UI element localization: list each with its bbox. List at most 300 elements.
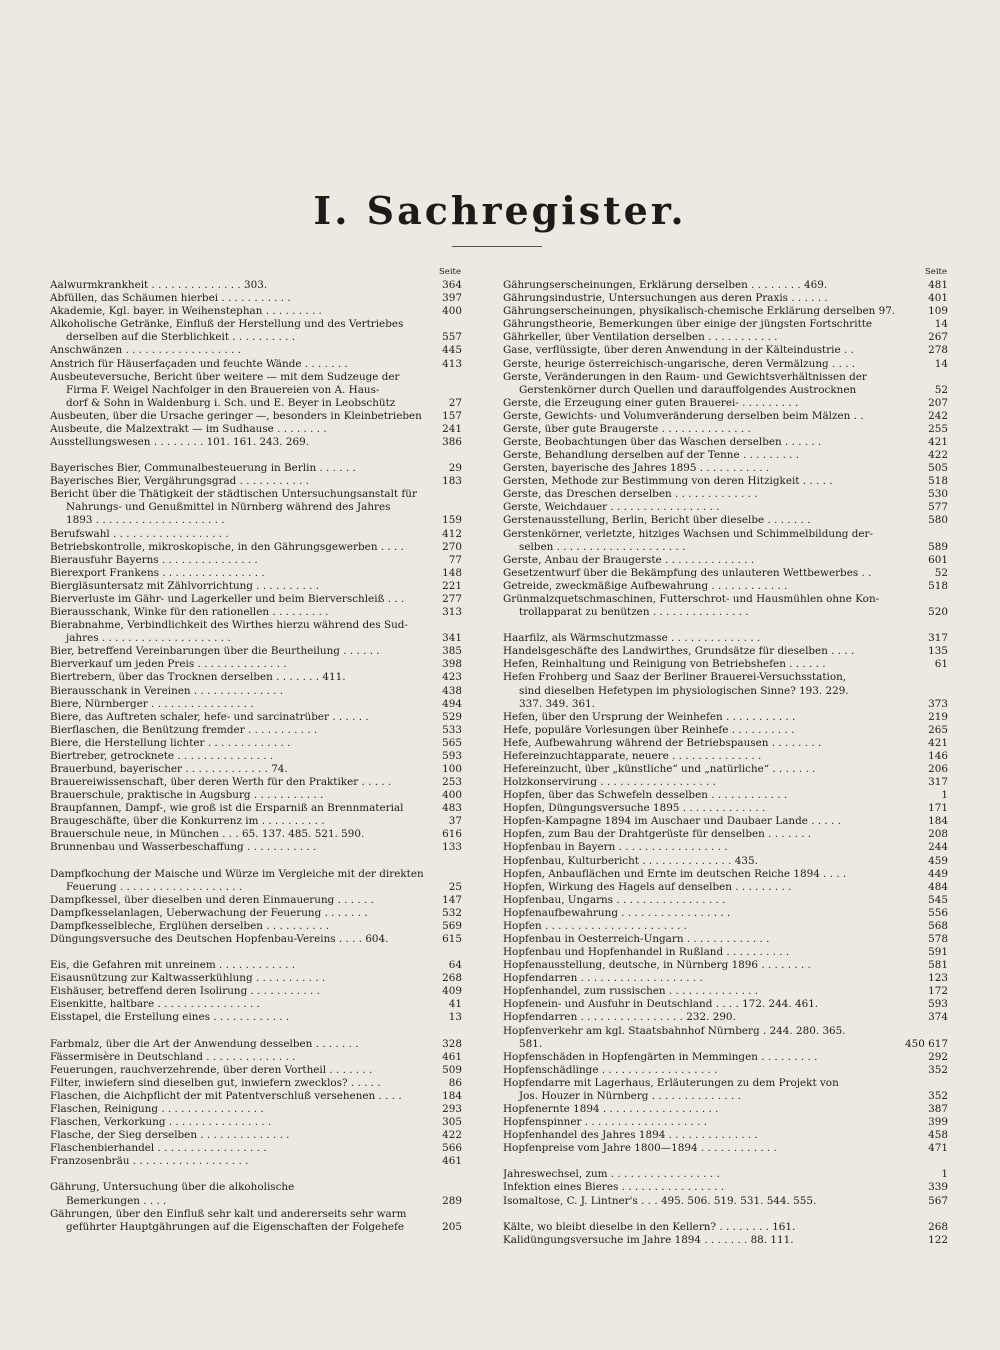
section-gap [50, 855, 462, 868]
index-entry [50, 815, 462, 828]
entry-text: Brunnenbau und Wasserbeschaffung . . . . . . . . . . . [50, 841, 317, 854]
index-entry [503, 305, 948, 318]
entry-text: Hefe, Aufbewahrung während der Betriebspausen . . . . . . . . [503, 736, 822, 749]
page-number: 615 [442, 932, 462, 945]
page-number: 184 [928, 815, 948, 828]
index-entry [50, 410, 462, 423]
page-number: 373 [928, 697, 948, 710]
entry-text: Bierflaschen, die Benützung fremder . . . . . . . . . . . [50, 723, 318, 736]
entry-text: sind dieselben Hefetypen im physiologischen Sinne? 193. 229. [519, 684, 849, 697]
index-entry [50, 933, 462, 946]
index-entry [503, 410, 948, 423]
index-entry [50, 1051, 462, 1064]
page-number: 253 [442, 776, 462, 789]
page-number: 422 [442, 1129, 462, 1142]
page-number: 481 [928, 279, 948, 292]
index-entry [503, 344, 948, 357]
page-number: 557 [442, 331, 462, 344]
page-number: 268 [442, 972, 462, 985]
page-number: 278 [928, 344, 948, 357]
page-number: 593 [442, 749, 462, 762]
entry-text: derselben auf die Sterblichkeit . . . . . . . . . . [66, 331, 296, 344]
page-number: 569 [442, 919, 462, 932]
index-entry [50, 645, 462, 658]
entry-text: Gerste, Veränderungen in den Raum- und Gewichtsverhältnissen der [503, 370, 867, 383]
page-number: 601 [928, 553, 948, 566]
page-number: 27 [448, 396, 462, 409]
index-entry [503, 828, 948, 841]
index-entry [503, 488, 948, 501]
page-number: 29 [448, 462, 462, 475]
index-entry [50, 606, 462, 619]
page-number: 123 [928, 972, 948, 985]
index-entry [503, 998, 948, 1011]
seite-label: Seite [924, 267, 947, 277]
page-number: 567 [928, 1194, 948, 1207]
index-entry [50, 528, 462, 541]
entry-text: Gährungen, über den Einfluß sehr kalt und andererseits sehr warm [50, 1207, 407, 1220]
index-entry [503, 423, 948, 436]
entry-text: 337. 349. 361. [519, 697, 596, 710]
page-number: 484 [928, 880, 948, 893]
entry-text: Haarfilz, als Wärmschutzmasse . . . . . . . . . . . . . . [503, 632, 761, 645]
index-entry [503, 462, 948, 475]
entry-text: Gerste, Anbau der Braugerste . . . . . . . . . . . . . . [503, 553, 755, 566]
entry-text: Brauerschule neue, in München . . . 65. 137. 485. 521. 590. [50, 828, 365, 841]
index-entry [503, 593, 948, 619]
page-number: 532 [442, 906, 462, 919]
page-number: 242 [928, 409, 948, 422]
index-entry [503, 763, 948, 776]
entry-text: Jahreswechsel, zum . . . . . . . . . . . . . . . . . [503, 1168, 720, 1181]
index-entry [503, 331, 948, 344]
entry-text: Franzosenbräu . . . . . . . . . . . . . . . . . . [50, 1155, 249, 1168]
index-entry [50, 750, 462, 763]
page-number: 445 [442, 344, 462, 357]
index-entry [503, 1011, 948, 1024]
page-number: 292 [928, 1050, 948, 1063]
page-number: 183 [442, 475, 462, 488]
entry-text: Eis, die Gefahren mit unreinem . . . . . . . . . . . . [50, 959, 296, 972]
entry-text: Alkoholische Getränke, Einfluß der Herstellung und des Vertriebes [50, 318, 404, 331]
index-entry [50, 985, 462, 998]
entry-text: Bayerisches Bier, Communalbesteuerung in Berlin . . . . . . [50, 462, 356, 475]
entry-text: Flaschen, die Aichpflicht der mit Patentverschluß versehenen . . . . [50, 1089, 402, 1102]
entry-text: Hefen, Reinhaltung und Reinigung von Betriebshefen . . . . . . [503, 658, 826, 671]
page-number: 148 [442, 566, 462, 579]
entry-text: Hopfen, zum Bau der Drahtgerüste für denselben . . . . . . . [503, 828, 812, 841]
page-number: 398 [442, 658, 462, 671]
page-number: 409 [442, 985, 462, 998]
index-entry [503, 371, 948, 397]
entry-text: Anstrich für Häuserfaçaden und feuchte Wände . . . . . . . [50, 357, 348, 370]
index-entry [50, 698, 462, 711]
page-number: 171 [928, 802, 948, 815]
index-entry [50, 868, 462, 894]
index-entry [50, 1129, 462, 1142]
index-entry [50, 1155, 462, 1168]
entry-text: Kälte, wo bleibt dieselbe in den Kellern? . . . . . . . . 161. [503, 1220, 796, 1233]
page-number: 459 [928, 854, 948, 867]
page-number: 530 [928, 488, 948, 501]
page-number: 385 [442, 645, 462, 658]
page-number: 37 [448, 815, 462, 828]
entry-text: Ausbeuten, über die Ursache geringer —, besonders in Kleinbetrieben [50, 409, 422, 422]
index-entry [50, 894, 462, 907]
entry-text: Hefen Frohberg und Saaz der Berliner Brauerei-Versuchsstation, [503, 671, 847, 684]
entry-text: Gährung, Untersuchung über die alkoholische [50, 1181, 295, 1194]
page-number: 458 [928, 1129, 948, 1142]
index-entry [50, 292, 462, 305]
section-gap [503, 1208, 948, 1221]
page-number: 450 617 [905, 1037, 948, 1050]
entry-text: Gerste, die Erzeugung einer guten Brauerei- . . . . . . . . . [503, 396, 799, 409]
index-entry [503, 1168, 948, 1181]
index-entry [50, 724, 462, 737]
index-entry [503, 737, 948, 750]
index-entry [50, 907, 462, 920]
index-entry [50, 305, 462, 318]
index-entry [503, 658, 948, 671]
index-entry [503, 711, 948, 724]
section-gap [50, 1168, 462, 1181]
section-gap [503, 1155, 948, 1168]
section-gap [50, 449, 462, 462]
index-entry [50, 567, 462, 580]
section-gap [50, 1025, 462, 1038]
index-entry [503, 1064, 948, 1077]
page-number: 52 [934, 383, 948, 396]
index-entry [50, 828, 462, 841]
page-number: 109 [928, 305, 948, 318]
page-number: 328 [442, 1037, 462, 1050]
page-number: 86 [448, 1076, 462, 1089]
entry-text: Braugeschäfte, über die Konkurrenz im . . . . . . . . . . [50, 815, 325, 828]
entry-text: dorf & Sohn in Waldenburg i. Sch. und E. Beyer in Leobschütz [66, 396, 396, 409]
page-number: 494 [442, 697, 462, 710]
page-number: 413 [442, 357, 462, 370]
index-entry [503, 985, 948, 998]
page-number: 184 [442, 1089, 462, 1102]
entry-text: Farbmalz, über die Art der Anwendung desselben . . . . . . . [50, 1037, 359, 1050]
page-number: 593 [928, 998, 948, 1011]
entry-text: Gersten, Methode zur Bestimmung von deren Hitzigkeit . . . . . [503, 475, 833, 488]
page-number: 52 [934, 566, 948, 579]
index-entry [50, 763, 462, 776]
entry-text: Bericht über die Thätigkeit der städtischen Untersuchungsanstalt für [50, 488, 417, 501]
index-entry [50, 1142, 462, 1155]
page-title: I. Sachregister. [313, 188, 687, 233]
index-entry [50, 1077, 462, 1090]
page-number: 61 [934, 658, 948, 671]
index-entry [503, 1142, 948, 1155]
entry-text: Infektion eines Bieres . . . . . . . . . . . . . . . . [503, 1181, 725, 1194]
page-number: 400 [442, 789, 462, 802]
entry-text: Flaschen, Reinigung . . . . . . . . . . . . . . . . [50, 1103, 264, 1115]
entry-text: Hopfenschädlinge . . . . . . . . . . . . . . . . . . [503, 1063, 718, 1076]
entry-text: Hopfenaufbewahrung . . . . . . . . . . . . . . . . . [503, 906, 731, 919]
page-number: 352 [928, 1089, 948, 1102]
entry-text: Holzkonservirung . . . . . . . . . . . . . . . . . . [503, 776, 716, 789]
index-entry [503, 1181, 948, 1194]
index-entry [503, 671, 948, 710]
entry-text: Düngungsversuche des Deutschen Hopfenbau-Vereins . . . . 604. [50, 932, 389, 945]
section-gap [503, 619, 948, 632]
entry-text: Gährungstheorie, Bemerkungen über einige der jüngsten Fortschritte [503, 318, 873, 331]
index-entry [50, 279, 462, 292]
entry-text: Dampfkessel, über dieselben und deren Einmauerung . . . . . . [50, 893, 374, 906]
page-number: 616 [442, 828, 462, 841]
entry-text: Eisausnützung zur Kaltwasserkühlung . . . . . . . . . . . [50, 972, 326, 985]
index-entry [503, 1129, 948, 1142]
entry-text: Hopfen, Düngungsversuche 1895 . . . . . . . . . . . . . [503, 802, 766, 815]
entry-text: Biertreber, getrocknete . . . . . . . . . . . . . . . [50, 749, 274, 762]
page-number: 270 [442, 540, 462, 553]
index-entry [503, 946, 948, 959]
entry-text: Bayerisches Bier, Vergährungsgrad . . . . . . . . . . . [50, 475, 309, 488]
entry-text: Gährungsindustrie, Untersuchungen aus deren Praxis . . . . . . [503, 292, 828, 305]
entry-text: Feuerung . . . . . . . . . . . . . . . . . . . [66, 880, 243, 893]
index-entry [503, 567, 948, 580]
entry-text: Dampfkesselbleche, Erglühen derselben . . . . . . . . . . [50, 919, 330, 932]
index-entry [503, 933, 948, 946]
page-number: 421 [928, 436, 948, 449]
index-entry [50, 711, 462, 724]
index-entry [50, 554, 462, 567]
index-entry [503, 789, 948, 802]
page-number: 471 [928, 1142, 948, 1155]
page-number: 100 [442, 762, 462, 775]
index-entry [503, 528, 948, 554]
index-entry [50, 776, 462, 789]
page-number: 157 [442, 409, 462, 422]
entry-text: Gerstenausstellung, Berlin, Bericht über dieselbe . . . . . . . [503, 514, 811, 527]
entry-text: Hopfenein- und Ausfuhr in Deutschland . . . . 172. 244. 461. [503, 998, 819, 1011]
index-entry [50, 593, 462, 606]
page-number: 267 [928, 331, 948, 344]
index-entry [50, 358, 462, 371]
index-entry [503, 279, 948, 292]
index-entry [50, 959, 462, 972]
entry-text: Gerste, heurige österreichisch-ungarische, deren Vermälzung . . . . [503, 357, 856, 370]
entry-text: Eishäuser, betreffend deren Isolirung . . . . . . . . . . . [50, 985, 320, 998]
entry-text: Gerste, Behandlung derselben auf der Tenne . . . . . . . . . [503, 449, 800, 462]
entry-text: Gerste, Weichdauer . . . . . . . . . . . . . . . . . [503, 501, 720, 514]
entry-text: Gersten, bayerische des Jahres 1895 . . . . . . . . . . . [503, 462, 770, 475]
index-entry [50, 423, 462, 436]
entry-text: Gase, verflüssigte, über deren Anwendung in der Kälteindustrie . . [503, 344, 854, 357]
page-number: 509 [442, 1063, 462, 1076]
page-number: 221 [442, 579, 462, 592]
index-entry [503, 1195, 948, 1208]
entry-text: Gesetzentwurf über die Bekämpfung des unlauteren Wettbewerbes . . [503, 566, 872, 579]
index-entry [50, 1064, 462, 1077]
page-number: 591 [928, 946, 948, 959]
page-number: 208 [928, 828, 948, 841]
index-entry [503, 475, 948, 488]
entry-text: Hopfen-Kampagne 1894 im Auschaer und Daubaer Lande . . . . . [503, 815, 841, 828]
entry-text: Biere, Nürnberger . . . . . . . . . . . . . . . . [50, 697, 254, 710]
entry-text: Gährungserscheinungen, Erklärung derselben . . . . . . . . 469. [503, 279, 828, 292]
entry-text: Hopfenhandel, zum russischen . . . . . . . . . . . . . . [503, 985, 759, 998]
entry-text: Kalidüngungsversuche im Jahre 1894 . . . . . . . 88. 111. [503, 1233, 794, 1246]
index-entry [503, 750, 948, 763]
page-number: 386 [442, 436, 462, 449]
page-number: 241 [442, 422, 462, 435]
page-number: 374 [928, 1011, 948, 1024]
index-entry [50, 344, 462, 357]
index-entry [503, 436, 948, 449]
entry-text: Hopfenverkehr am kgl. Staatsbahnhof Nürnberg . 244. 280. 365. [503, 1024, 846, 1037]
index-entry [503, 920, 948, 933]
entry-text: Hopfendarren . . . . . . . . . . . . . . . . 232. 290. [503, 1011, 736, 1024]
entry-text: Hopfen, Anbauflächen und Ernte im deutschen Reiche 1894 . . . . [503, 867, 847, 880]
entry-text: Ausbeute, die Malzextrakt — im Sudhause . . . . . . . . [50, 422, 327, 435]
page-number: 255 [928, 422, 948, 435]
index-entry [50, 1011, 462, 1024]
page-number: 135 [928, 645, 948, 658]
index-entry [503, 1025, 948, 1051]
page-number: 293 [442, 1103, 462, 1115]
index-entry [503, 292, 948, 305]
page-number: 277 [442, 592, 462, 605]
index-entry [50, 841, 462, 854]
index-entry [503, 1116, 948, 1129]
page-number: 449 [928, 867, 948, 880]
index-column-right [503, 266, 948, 1247]
index-entry [50, 541, 462, 554]
entry-text: Hopfenernte 1894 . . . . . . . . . . . . . . . . . . [503, 1103, 719, 1115]
page-number: 400 [442, 305, 462, 318]
title-rule [452, 246, 542, 247]
page-number: 317 [928, 776, 948, 789]
page-number: 529 [442, 710, 462, 723]
entry-text: Aalwurmkrankheit . . . . . . . . . . . . . . 303. [50, 279, 268, 292]
index-entry [50, 737, 462, 750]
index-entry [503, 724, 948, 737]
index-entry [50, 920, 462, 933]
page-number: 589 [928, 540, 948, 553]
page-number: 25 [448, 880, 462, 893]
page-number: 518 [928, 475, 948, 488]
entry-text: Jos. Houzer in Nürnberg . . . . . . . . . . . . . . [519, 1089, 741, 1102]
index-entry [503, 815, 948, 828]
entry-text: Hopfenausstellung, deutsche, in Nürnberg 1896 . . . . . . . . [503, 959, 811, 972]
page-number: 364 [442, 279, 462, 292]
entry-text: Gerstenkörner, verletzte, hitziges Wachsen und Schimmelbildung der- [503, 527, 874, 540]
index-entry [503, 1077, 948, 1103]
page-number: 518 [928, 579, 948, 592]
index-entry [50, 619, 462, 645]
index-entry [503, 1234, 948, 1247]
index-entry [50, 972, 462, 985]
entry-text: Eisstapel, die Erstellung eines . . . . . . . . . . . . [50, 1011, 290, 1024]
entry-text: 581. [519, 1037, 543, 1050]
page-number: 578 [928, 932, 948, 945]
index-entry [503, 554, 948, 567]
index-entry [503, 358, 948, 371]
entry-text: Betriebskontrolle, mikroskopische, in den Gährungsgewerben . . . . [50, 540, 404, 553]
section-gap [50, 946, 462, 959]
index-entry [503, 449, 948, 462]
entry-text: Hefe, populäre Vorlesungen über Reinhefe . . . . . . . . . . [503, 723, 795, 736]
page-number: 520 [928, 606, 948, 619]
index-entry [503, 959, 948, 972]
page-number: 41 [448, 998, 462, 1011]
entry-text: Isomaltose, C. J. Lintner's . . . 495. 506. 519. 531. 544. 555. [503, 1194, 817, 1207]
entry-text: Hopfen, über das Schwefeln desselben . . . . . . . . . . . . [503, 789, 788, 802]
page-number: 545 [928, 893, 948, 906]
entry-text: Getreide, zweckmäßige Aufbewahrung . . . . . . . . . . . . [503, 579, 788, 592]
entry-text: Hefereinzucht, über „künstliche“ und „natürliche“ . . . . . . . [503, 762, 816, 775]
entry-text: Feuerungen, rauchverzehrende, über deren Vortheil . . . . . . . [50, 1063, 373, 1076]
index-entry [503, 1051, 948, 1064]
page-number: 461 [442, 1050, 462, 1063]
entry-text: trollapparat zu benützen . . . . . . . . . . . . . . . [519, 606, 749, 619]
page-number: 423 [442, 671, 462, 684]
page-number: 566 [442, 1142, 462, 1155]
index-entry [503, 397, 948, 410]
entry-text: Gerstenkörner durch Quellen und darauffolgendes Austrocknen [519, 383, 857, 396]
index-entry [50, 462, 462, 475]
entry-text: Bierausschank, Winke für den rationellen . . . . . . . . . [50, 606, 329, 619]
page-number: 133 [442, 841, 462, 854]
index-entry [503, 580, 948, 593]
entry-text: Brauerbund, bayerischer . . . . . . . . . . . . . 74. [50, 762, 288, 775]
page-number: 461 [442, 1155, 462, 1168]
entry-text: Gährungserscheinungen, physikalisch-chemische Erklärung derselben 97. [503, 305, 896, 318]
entry-text: Nahrungs- und Genußmittel in Nürnberg während des Jahres [66, 501, 391, 514]
entry-text: Bemerkungen . . . . [66, 1194, 167, 1207]
page-number: 265 [928, 723, 948, 736]
index-entry [50, 658, 462, 671]
index-entry [503, 514, 948, 527]
index-entry [50, 475, 462, 488]
page-number: 146 [928, 749, 948, 762]
page-number: 352 [928, 1063, 948, 1076]
index-entry [503, 881, 948, 894]
index-entry [503, 868, 948, 881]
entry-text: 1893 . . . . . . . . . . . . . . . . . . . . [66, 514, 225, 527]
index-entry [503, 501, 948, 514]
index-entry [50, 1090, 462, 1103]
entry-text: Biergläsuntersatz mit Zählvorrichtung . . . . . . . . . . [50, 579, 319, 592]
index-entry [50, 371, 462, 410]
index-entry [503, 318, 948, 331]
entry-text: Brauereiwissenschaft, über deren Werth für den Praktiker . . . . . [50, 776, 392, 789]
page-number: 339 [928, 1181, 948, 1194]
page-number: 577 [928, 501, 948, 514]
entry-text: Biertrebern, über das Trocknen derselben . . . . . . . 411. [50, 671, 346, 684]
entry-text: selben . . . . . . . . . . . . . . . . . . . . [519, 540, 686, 553]
entry-text: Akademie, Kgl. bayer. in Weihenstephan . . . . . . . . . [50, 305, 322, 318]
index-entry [50, 580, 462, 593]
entry-text: Flasche, der Sieg derselben . . . . . . . . . . . . . . [50, 1129, 290, 1142]
page-number: 438 [442, 684, 462, 697]
entry-text: Gerste, über gute Braugerste . . . . . . . . . . . . . . [503, 422, 751, 435]
page-number: 305 [442, 1116, 462, 1129]
index-entry [503, 632, 948, 645]
page-number: 412 [442, 527, 462, 540]
page-number: 207 [928, 396, 948, 409]
entry-text: Biere, die Herstellung lichter . . . . . . . . . . . . . [50, 736, 291, 749]
page-number: 244 [928, 841, 948, 854]
index-entry [503, 776, 948, 789]
entry-text: Hopfenspinner . . . . . . . . . . . . . . . . . . . [503, 1116, 707, 1129]
entry-text: Hopfendarren . . . . . . . . . . . . . . . . . . . [503, 972, 703, 985]
index-entry [50, 789, 462, 802]
entry-text: Fässermisère in Deutschland . . . . . . . . . . . . . . [50, 1050, 296, 1063]
